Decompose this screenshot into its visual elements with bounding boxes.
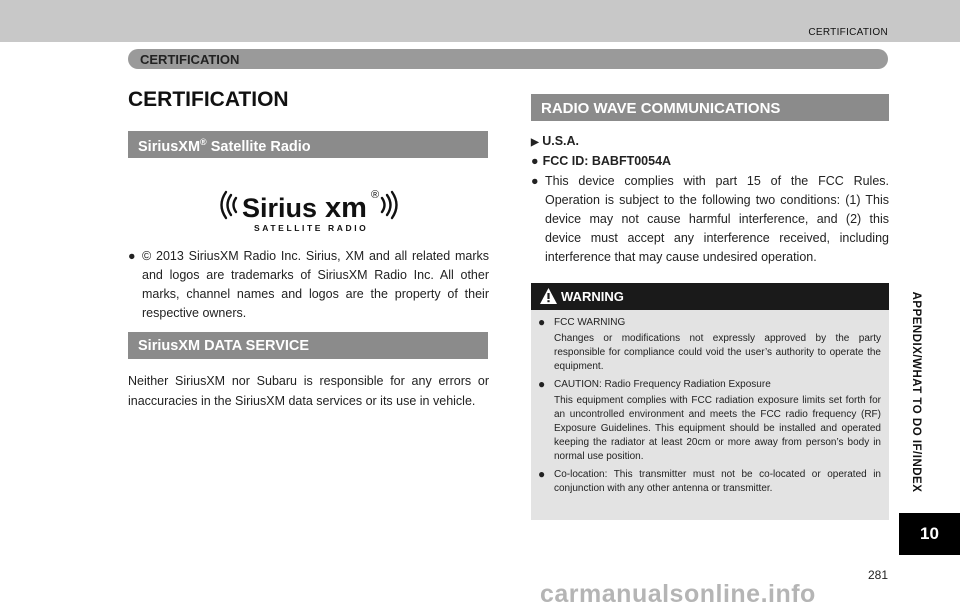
device-compliance-text: This device complies with part 15 of the FCC Rules. Operation is subject to the following two conditions: (1) This device may not cause harmful interference, and (2) this device must accept any interference received, including interference that may cause undesired operation.	[545, 174, 889, 264]
bullet: ●	[128, 249, 136, 263]
appendix-side-label-text: APPENDIX/WHAT TO DO IF/INDEX	[910, 291, 922, 493]
warning-header	[531, 283, 889, 310]
warning-body	[538, 316, 881, 498]
siriusxm-heading-text	[138, 137, 311, 155]
data-service-text: Neither SiriusXM nor Subaru is responsible for any errors or inaccuracies in the SiriusXM data services or its use in vehicle.	[128, 374, 489, 408]
section-bar	[128, 49, 888, 69]
warning-item	[538, 468, 881, 496]
warning-item-label: CAUTION: Radio Frequency Radiation Exposure	[554, 379, 771, 390]
heading-brand: SiriusXM	[138, 138, 201, 155]
warning-box	[531, 283, 889, 520]
watermark: carmanualsonline.info	[540, 580, 816, 608]
data-service-heading	[128, 332, 488, 359]
usa-text: U.S.A.	[542, 134, 579, 148]
chapter-tab[interactable]: 10	[899, 513, 960, 555]
siriusxm-logo-graphic	[214, 184, 404, 234]
appendix-side-label	[906, 286, 926, 506]
data-service-heading-text: SiriusXM DATA SERVICE	[138, 338, 310, 354]
siriusxm-logo	[214, 184, 404, 234]
logo-wordmark: Sirius	[242, 193, 318, 223]
warning-item	[538, 378, 881, 392]
warning-item-label: FCC WARNING	[554, 317, 626, 328]
warning-triangle-icon	[539, 287, 558, 305]
bullet: ●	[538, 377, 546, 391]
siriusxm-heading	[128, 131, 488, 158]
bullet: ●	[538, 315, 546, 329]
radio-wave-heading-text: RADIO WAVE COMMUNICATIONS	[541, 100, 781, 117]
copyright-item	[128, 247, 489, 323]
play-icon: ▶	[531, 137, 539, 148]
warning-item-label: Co-location: This transmitter must not be co-located or operated in conjunction with any other antenna or transmitter.	[554, 469, 881, 494]
heading-reg-mark: ®	[200, 137, 207, 147]
warning-item	[538, 316, 881, 330]
warning-item-desc: Changes or modifications not expressly approved by the party responsible for compliance could void the user’s authority to operate the equipment.	[554, 333, 881, 372]
usa-label	[531, 132, 579, 152]
page-number: 281	[867, 568, 888, 582]
heading-rest: Satellite Radio	[206, 138, 311, 155]
logo-xm: xm	[325, 192, 367, 224]
logo-reg-mark: ®	[371, 189, 380, 201]
warning-item-desc: This equipment complies with FCC radiation exposure limits set forth for an uncontrolled environment and meets the FCC radio frequency (RF) Exposure Guidelines. This equipment should be installed and operated keeping the radiator at least 20cm or more away from person’s body in normal use position.	[554, 395, 881, 462]
device-item	[531, 172, 889, 267]
radio-wave-heading	[531, 94, 889, 121]
section-bar-label: CERTIFICATION	[140, 52, 240, 67]
fcc-id-item	[531, 152, 671, 171]
copyright-text: © 2013 SiriusXM Radio Inc. Sirius, XM and all related marks and logos are trademarks of SiriusXM Radio Inc. All other marks, channel names and logos are the property of their respective owners.	[142, 249, 489, 320]
running-title: CERTIFICATION	[808, 27, 888, 38]
bullet: ●	[531, 174, 539, 188]
bullet: ●	[531, 154, 539, 168]
warning-title: WARNING	[561, 289, 624, 304]
page-title: CERTIFICATION	[128, 88, 289, 111]
bullet: ●	[538, 467, 546, 481]
logo-subtitle: SATELLITE RADIO	[254, 223, 369, 233]
fcc-id-text: FCC ID: BABFT0054A	[542, 154, 672, 168]
